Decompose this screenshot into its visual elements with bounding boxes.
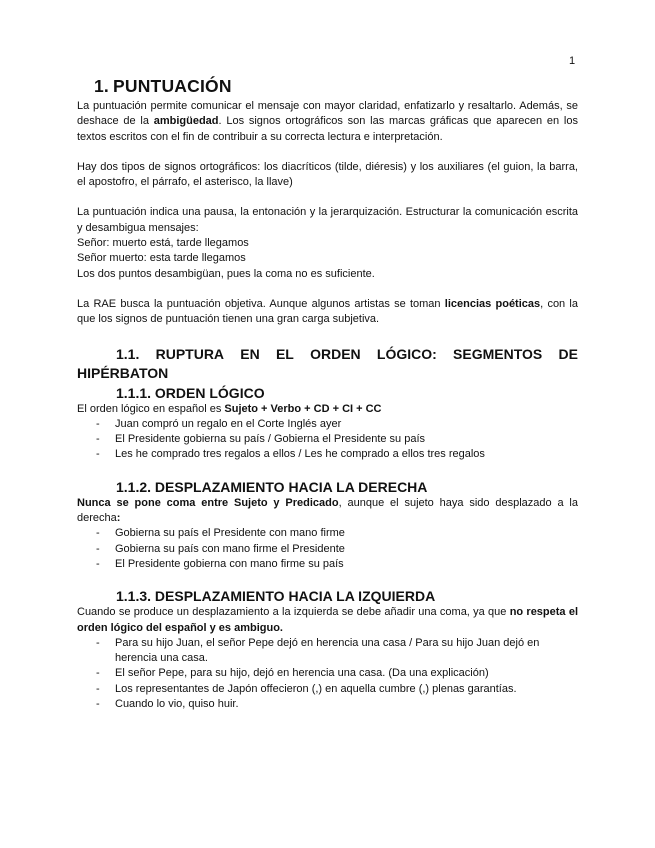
subsection-heading-1-1-3: 1.1.3. DESPLAZAMIENTO HACIA LA IZQUIERDA: [116, 588, 436, 605]
bold-term: ambigüedad: [153, 115, 219, 128]
heading-word: LÓGICO:: [376, 345, 437, 362]
list-item: [77, 557, 578, 572]
list-item-text: Les he comprado tres regalos a ellos / Les he comprado a ellos tres regalos: [115, 448, 485, 461]
logical-order-list: [77, 417, 578, 463]
dash-bullet: -: [96, 636, 100, 649]
list-item-text: Gobierna su país con mano firme el Presidente: [115, 542, 345, 555]
logical-order-intro: [77, 402, 578, 417]
bold-term: licencias poéticas: [444, 297, 541, 310]
list-item: [77, 526, 578, 541]
list-item: [77, 666, 578, 681]
heading-word: SEGMENTOS: [453, 345, 543, 362]
dash-bullet: -: [96, 417, 100, 430]
section-title: [94, 76, 578, 97]
dash-bullet: -: [96, 667, 100, 680]
example-note: Los dos puntos desambigüan, pues la coma no es suficiente.: [77, 267, 375, 280]
text-run: . Los signos ortográficos son las marcas gráficas que aparecen en los textos escritos con el fin de contribuir a su correcta lectura e interpretación.: [77, 115, 578, 143]
list-item-text: Los representantes de Japón offecieron (,) en aquella cumbre (,) plenas garantías.: [115, 682, 517, 695]
left-shift-intro: [77, 605, 578, 636]
heading-word: ORDEN: [310, 345, 361, 362]
text-run: , con la que los signos de puntuación tienen una gran carga subjetiva.: [77, 297, 578, 326]
right-shift-list: [77, 526, 578, 572]
text-run: El orden lógico en español es: [77, 402, 225, 415]
example-2: Señor muerto: esta tarde llegamos: [77, 252, 246, 265]
dash-bullet: -: [96, 448, 100, 461]
heading-word: DE: [558, 345, 578, 362]
list-item: [77, 636, 578, 667]
text-run: La puntuación permite comunicar el mensaje con mayor claridad, enfatizarlo y resaltarlo. Además, se deshace de la: [77, 100, 578, 128]
heading-line-2: HIPÉRBATON: [77, 364, 169, 381]
list-item: [77, 432, 578, 447]
text-run: Cuando se produce un desplazamiento a la izquierda se debe añadir una coma, ya que: [77, 606, 510, 619]
list-item-text: El señor Pepe, para su hijo, dejó en herencia una casa. (Da una explicación): [115, 667, 489, 680]
document-body: [77, 76, 578, 712]
intro-paragraph-2: Hay dos tipos de signos ortográficos: los diacríticos (tilde, diéresis) y los auxiliares (el guion, la barra, el apostofro, el párrafo, el asterisco, la llave): [77, 160, 578, 189]
list-item-text: Gobierna su país el Presidente con mano firme: [115, 527, 345, 540]
list-item: [77, 682, 578, 697]
subsection-heading-1-1-1: 1.1.1. ORDEN LÓGICO: [116, 384, 265, 401]
intro-paragraph-4: [77, 297, 578, 328]
heading-word: RUPTURA: [155, 345, 225, 362]
dash-bullet: -: [96, 542, 100, 555]
left-shift-list: [77, 636, 578, 712]
subsection-heading-1-1: [77, 345, 578, 383]
dash-bullet: -: [96, 557, 100, 570]
dash-bullet: -: [96, 682, 100, 695]
dash-bullet: -: [96, 698, 100, 711]
list-item-text: Juan compró un regalo en el Corte Inglés ayer: [115, 417, 342, 430]
example-1: Señor: muerto está, tarde llegamos: [77, 237, 249, 250]
bold-term: no respeta el orden lógico del español y es ambiguo.: [77, 606, 578, 634]
page-number: 1: [569, 55, 576, 67]
list-item: [77, 447, 578, 462]
list-item: [77, 697, 578, 712]
text-run: , aunque el sujeto haya sido desplazado a la derecha: [77, 496, 578, 525]
intro-paragraph-1: [77, 99, 578, 145]
heading-word: 1.1.: [116, 345, 140, 362]
heading-word: EL: [275, 345, 294, 362]
list-item: [77, 417, 578, 432]
bold-colon: :: [116, 512, 121, 525]
text-run: La RAE busca la puntuación objetiva. Aunque algunos artistas se toman: [77, 297, 445, 310]
list-item-text: El Presidente gobierna su país / Gobierna el Presidente su país: [115, 433, 426, 446]
dash-bullet: -: [96, 527, 100, 540]
subsection-heading-1-1-2: 1.1.2. DESPLAZAMIENTO HACIA LA DERECHA: [116, 478, 428, 495]
section-number: 1.: [94, 76, 109, 96]
bold-term: Sujeto + Verbo + CD + CI + CC: [224, 402, 382, 415]
list-item: [77, 542, 578, 557]
list-item-text: El Presidente gobierna con mano firme su país: [115, 557, 344, 570]
section-title-text: PUNTUACIÓN: [113, 76, 232, 96]
list-item-text: Cuando lo vio, quiso huir.: [115, 698, 239, 711]
intro-paragraph-3: La puntuación indica una pausa, la entonación y la jerarquización. Estructurar la comunicación escrita y desambigua mensajes:: [77, 206, 578, 234]
right-shift-intro: [77, 496, 578, 527]
dash-bullet: -: [96, 433, 100, 446]
heading-word: EN: [240, 345, 260, 362]
bold-term: Nunca se pone coma entre Sujeto y Predicado: [77, 496, 339, 509]
list-item-text: Para su hijo Juan, el señor Pepe dejó en herencia una casa / Para su hijo Juan dejó en herencia una casa.: [115, 636, 540, 665]
